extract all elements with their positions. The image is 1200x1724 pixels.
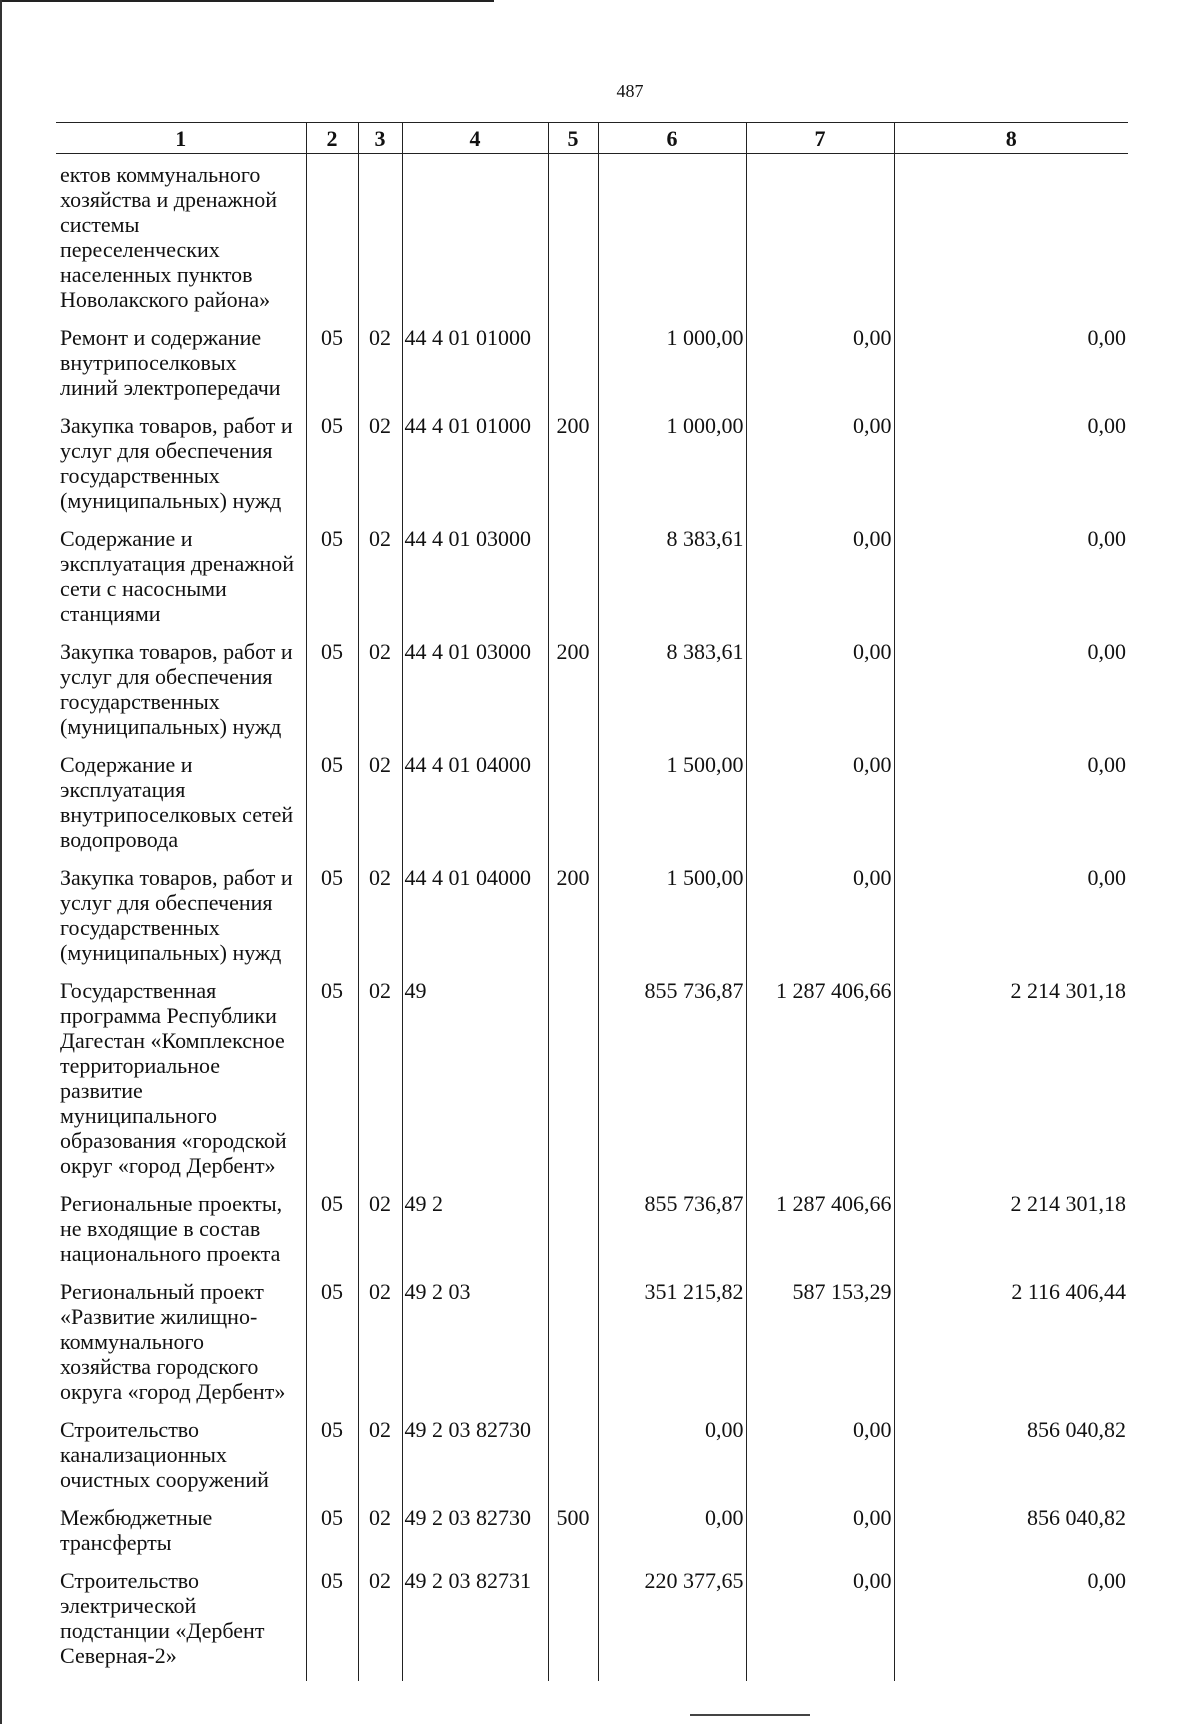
section-code-cell: 05 [306, 413, 358, 526]
amount-col7-cell: 0,00 [746, 1417, 894, 1505]
target-article-cell: 49 2 03 82730 [402, 1505, 548, 1568]
target-article-cell: 49 2 03 82730 [402, 1417, 548, 1505]
amount-col8-cell: 856 040,82 [894, 1505, 1128, 1568]
section-code-cell: 05 [306, 1417, 358, 1505]
amount-col6-cell: 351 215,82 [598, 1279, 746, 1417]
amount-col6-cell: 855 736,87 [598, 1191, 746, 1279]
amount-col6-cell: 855 736,87 [598, 978, 746, 1191]
budget-table [56, 122, 1128, 1681]
expense-type-cell: 200 [548, 865, 598, 978]
subsection-code-cell [358, 154, 402, 326]
amount-col6-cell: 1 000,00 [598, 325, 746, 413]
amount-col8-cell: 2 116 406,44 [894, 1279, 1128, 1417]
amount-col7-cell: 0,00 [746, 752, 894, 865]
section-code-cell: 05 [306, 865, 358, 978]
row-name-cell: Региональный проект «Развитие жилищно-коммунального хозяйства городского округа «город Дербент» [60, 1279, 286, 1404]
target-article-cell [402, 154, 548, 326]
target-article-cell: 44 4 01 04000 [402, 752, 548, 865]
subsection-code-cell: 02 [358, 1417, 402, 1505]
expense-type-cell [548, 1191, 598, 1279]
section-code-cell: 05 [306, 1279, 358, 1417]
amount-col6-cell: 8 383,61 [598, 526, 746, 639]
amount-col7-cell: 1 287 406,66 [746, 978, 894, 1191]
subsection-code-cell: 02 [358, 325, 402, 413]
target-article-cell: 44 4 01 03000 [402, 526, 548, 639]
col-header-1: 1 [56, 123, 306, 154]
amount-col6-cell: 1 500,00 [598, 865, 746, 978]
amount-col8-cell: 856 040,82 [894, 1417, 1128, 1505]
top-rule [0, 0, 494, 2]
amount-col7-cell: 0,00 [746, 526, 894, 639]
target-article-cell: 44 4 01 04000 [402, 865, 548, 978]
col-header-7: 7 [746, 123, 894, 154]
target-article-cell: 49 2 [402, 1191, 548, 1279]
row-name-cell: Закупка товаров, работ и услуг для обеспечения государственных (муниципальных) нужд [60, 639, 293, 739]
expense-type-cell [548, 1568, 598, 1681]
subsection-code-cell: 02 [358, 526, 402, 639]
row-name-cell: Строительство электрической подстанции «Дербент Северная-2» [60, 1568, 265, 1668]
subsection-code-cell: 02 [358, 1568, 402, 1681]
target-article-cell: 44 4 01 01000 [402, 325, 548, 413]
table-row [56, 413, 1128, 526]
amount-col8-cell [894, 154, 1128, 326]
table-row [56, 526, 1128, 639]
amount-col8-cell: 0,00 [894, 325, 1128, 413]
section-code-cell: 05 [306, 639, 358, 752]
section-code-cell: 05 [306, 1505, 358, 1568]
amount-col7-cell: 0,00 [746, 325, 894, 413]
expense-type-cell [548, 526, 598, 639]
amount-col6-cell: 0,00 [598, 1505, 746, 1568]
expense-type-cell [548, 1417, 598, 1505]
col-header-3: 3 [358, 123, 402, 154]
subsection-code-cell: 02 [358, 865, 402, 978]
row-name-cell: Содержание и эксплуатация дренажной сети с насосными станциями [60, 526, 295, 626]
table-body [56, 154, 1128, 1682]
table-row [56, 1568, 1128, 1681]
amount-col8-cell: 0,00 [894, 1568, 1128, 1681]
amount-col6-cell: 1 000,00 [598, 413, 746, 526]
page-number: 487 [616, 81, 644, 101]
left-margin-rule [0, 0, 2, 1724]
amount-col7-cell: 0,00 [746, 1505, 894, 1568]
table-row [56, 865, 1128, 978]
row-name-cell: Ремонт и содержание внутрипоселковых линий электропередачи [60, 325, 281, 400]
table-row [56, 154, 1128, 326]
target-article-cell: 44 4 01 03000 [402, 639, 548, 752]
amount-col6-cell: 8 383,61 [598, 639, 746, 752]
table-header-row [56, 123, 1128, 154]
table-row [56, 978, 1128, 1191]
target-article-cell: 49 2 03 [402, 1279, 548, 1417]
table-row [56, 325, 1128, 413]
section-code-cell: 05 [306, 325, 358, 413]
subsection-code-cell: 02 [358, 639, 402, 752]
target-article-cell: 49 [402, 978, 548, 1191]
amount-col6-cell: 0,00 [598, 1417, 746, 1505]
expense-type-cell [548, 752, 598, 865]
target-article-cell: 44 4 01 01000 [402, 413, 548, 526]
expense-type-cell: 500 [548, 1505, 598, 1568]
section-code-cell: 05 [306, 752, 358, 865]
amount-col7-cell: 0,00 [746, 1568, 894, 1681]
expense-type-cell [548, 325, 598, 413]
expense-type-cell: 200 [548, 413, 598, 526]
amount-col7-cell [746, 154, 894, 326]
amount-col6-cell [598, 154, 746, 326]
amount-col8-cell: 0,00 [894, 413, 1128, 526]
subsection-code-cell: 02 [358, 752, 402, 865]
amount-col7-cell: 587 153,29 [746, 1279, 894, 1417]
col-header-4: 4 [402, 123, 548, 154]
target-article-cell: 49 2 03 82731 [402, 1568, 548, 1681]
section-code-cell: 05 [306, 1568, 358, 1681]
amount-col8-cell: 2 214 301,18 [894, 978, 1128, 1191]
col-header-8: 8 [894, 123, 1128, 154]
section-code-cell: 05 [306, 1191, 358, 1279]
amount-col7-cell: 0,00 [746, 865, 894, 978]
amount-col8-cell: 2 214 301,18 [894, 1191, 1128, 1279]
expense-type-cell [548, 1279, 598, 1417]
amount-col6-cell: 220 377,65 [598, 1568, 746, 1681]
bottom-rule [690, 1714, 810, 1716]
subsection-code-cell: 02 [358, 1191, 402, 1279]
amount-col6-cell: 1 500,00 [598, 752, 746, 865]
row-name-cell: ектов коммунального хозяйства и дренажной системы переселенческих населенных пунктов Новолакского района» [60, 162, 278, 312]
col-header-5: 5 [548, 123, 598, 154]
row-name-cell: Региональные проекты, не входящие в состав национального проекта [60, 1191, 283, 1266]
expense-type-cell [548, 154, 598, 326]
row-name-cell: Закупка товаров, работ и услуг для обеспечения государственных (муниципальных) нужд [60, 413, 293, 513]
table-row [56, 639, 1128, 752]
table-row [56, 1417, 1128, 1505]
table-row [56, 752, 1128, 865]
row-name-cell: Строительство канализационных очистных сооружений [60, 1417, 269, 1492]
amount-col8-cell: 0,00 [894, 865, 1128, 978]
subsection-code-cell: 02 [358, 1505, 402, 1568]
table-row [56, 1191, 1128, 1279]
section-code-cell: 05 [306, 526, 358, 639]
row-name-cell: Государственная программа Республики Дагестан «Комплексное территориальное развитие муниципального образования «городской округ «город Дербент» [60, 978, 287, 1178]
amount-col8-cell: 0,00 [894, 639, 1128, 752]
amount-col7-cell: 1 287 406,66 [746, 1191, 894, 1279]
amount-col8-cell: 0,00 [894, 526, 1128, 639]
row-name-cell: Межбюджетные трансферты [60, 1505, 213, 1555]
subsection-code-cell: 02 [358, 413, 402, 526]
section-code-cell: 05 [306, 978, 358, 1191]
row-name-cell: Закупка товаров, работ и услуг для обеспечения государственных (муниципальных) нужд [60, 865, 293, 965]
subsection-code-cell: 02 [358, 1279, 402, 1417]
expense-type-cell [548, 978, 598, 1191]
table-row [56, 1505, 1128, 1568]
amount-col7-cell: 0,00 [746, 413, 894, 526]
amount-col7-cell: 0,00 [746, 639, 894, 752]
expense-type-cell: 200 [548, 639, 598, 752]
col-header-6: 6 [598, 123, 746, 154]
row-name-cell: Содержание и эксплуатация внутрипоселковых сетей водопровода [60, 752, 294, 852]
subsection-code-cell: 02 [358, 978, 402, 1191]
col-header-2: 2 [306, 123, 358, 154]
section-code-cell [306, 154, 358, 326]
amount-col8-cell: 0,00 [894, 752, 1128, 865]
table-row [56, 1279, 1128, 1417]
